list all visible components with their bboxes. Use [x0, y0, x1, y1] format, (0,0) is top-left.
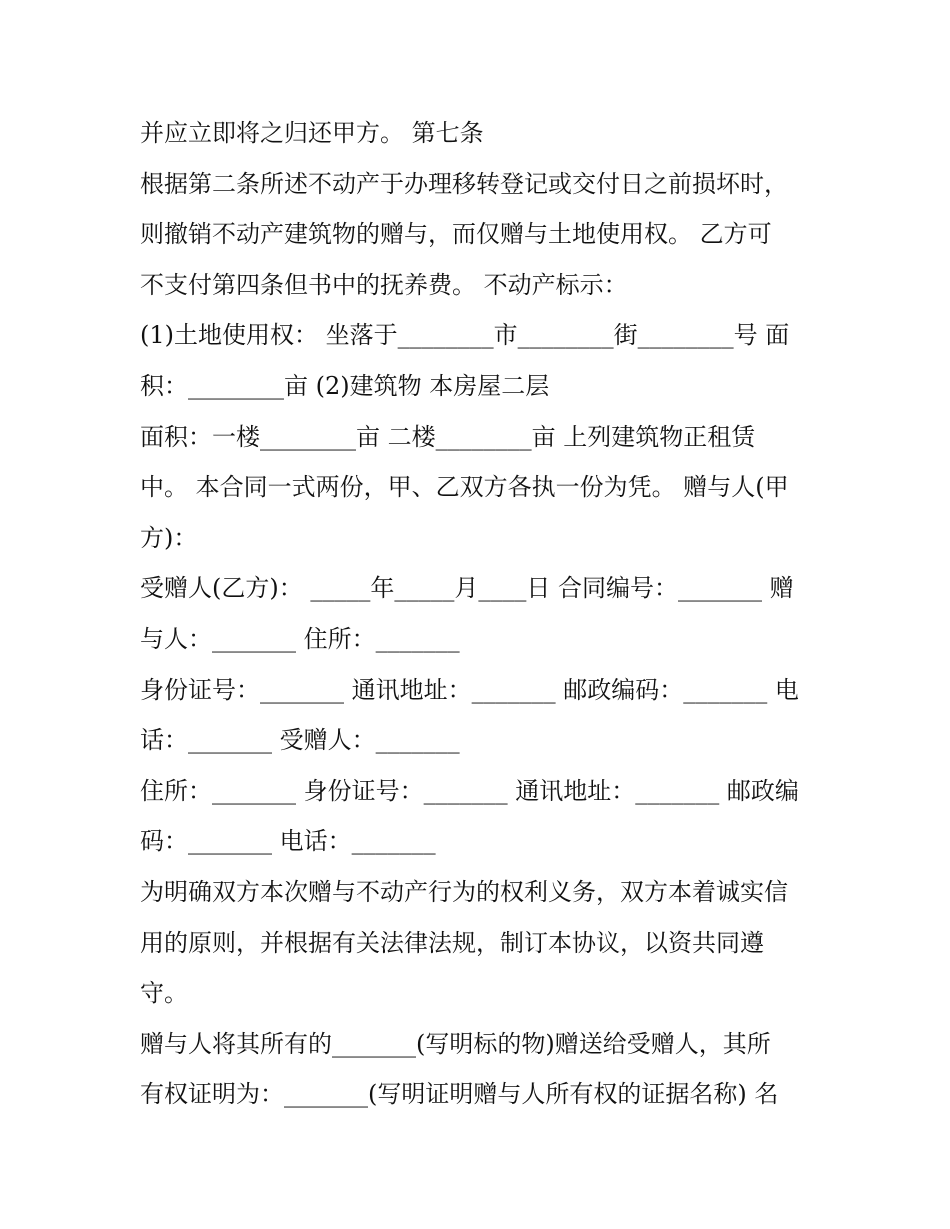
text-line: 话：_______ 受赠人：_______: [140, 726, 460, 755]
text-line: 有权证明为：_______(写明证明赠与人所有权的证据名称) 名: [140, 1080, 779, 1109]
text-line: 并应立即将之归还甲方。 第七条: [140, 119, 484, 147]
text-line: 方)：: [140, 523, 198, 552]
text-line: 中。 本合同一式两份，甲、乙双方各执一份为凭。 赠与人(甲: [140, 473, 789, 502]
text-line: 守。: [140, 979, 188, 1008]
text-line: 为明确双方本次赠与不动产行为的权利义务，双方本着诚实信: [140, 877, 788, 906]
text-line: 积：________亩 (2)建筑物 本房屋二层: [140, 371, 550, 400]
text-line: 赠与人将其所有的_______(写明标的物)赠送给受赠人，其所: [140, 1029, 771, 1058]
text-line: 则撤销不动产建筑物的赠与，而仅赠与土地使用权。 乙方可: [140, 220, 772, 249]
text-line: 住所：_______ 身份证号：_______ 通讯地址：_______ 邮政编: [140, 776, 799, 805]
text-line: 面积：一楼________亩 二楼________亩 上列建筑物正租赁: [140, 422, 756, 451]
text-line: 与人：_______ 住所：_______: [140, 624, 460, 653]
text-line: (1)土地使用权： 坐落于________市________街________号 面: [140, 321, 790, 350]
text-line: 受赠人(乙方)： _____年_____月____日 合同编号：_______ 赠: [140, 574, 794, 603]
text-line: 身份证号：_______ 通讯地址：_______ 邮政编码：_______ 电: [140, 675, 799, 704]
text-line: 码：_______ 电话：_______: [140, 827, 436, 856]
document-body: [140, 108, 820, 1120]
text-line: 根据第二条所述不动产于办理移转登记或交付日之前损坏时，: [140, 169, 788, 198]
text-line: 不支付第四条但书中的抚养费。 不动产标示：: [140, 270, 628, 299]
text-line: 用的原则，并根据有关法律法规，制订本协议，以资共同遵: [140, 928, 764, 957]
